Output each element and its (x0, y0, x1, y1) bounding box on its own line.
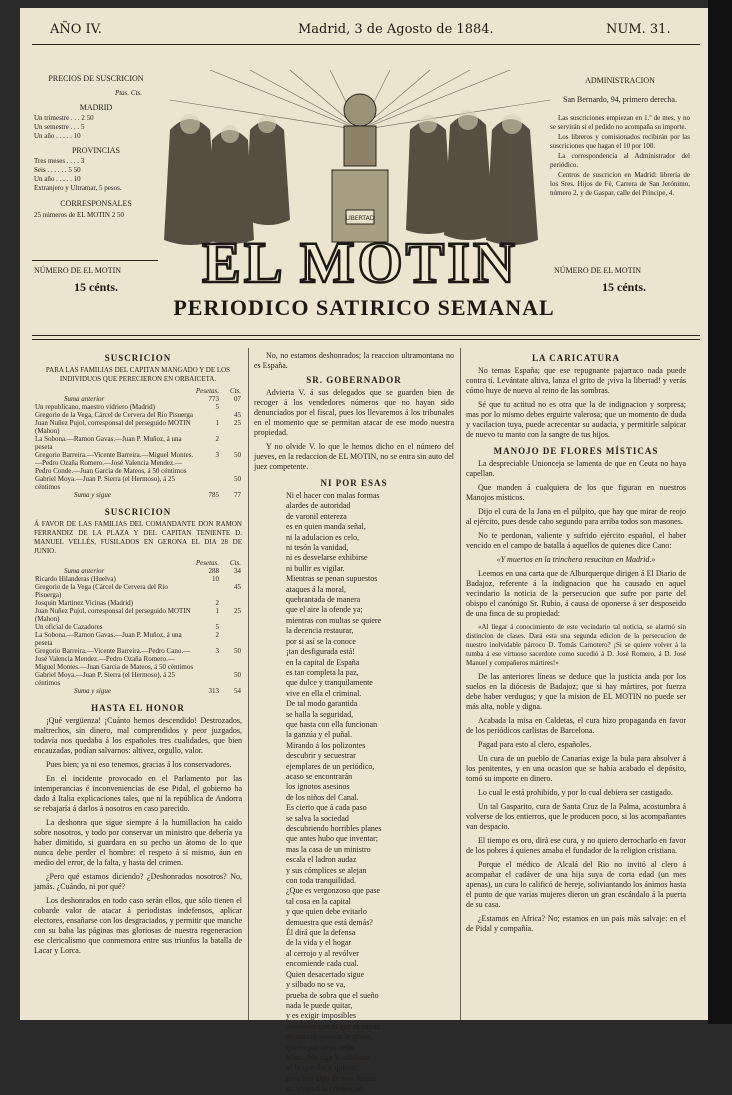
right-numero-label: NÚMERO DE EL MOTIN (554, 266, 642, 275)
poem-line: De tal modo garantida (286, 699, 358, 709)
column-1 (34, 351, 242, 960)
poem-line: ni es desvelarse exhibirse (286, 553, 368, 563)
poem-line: encomiende cada cual. (286, 959, 359, 969)
poem-line: nada le puede quitar, (286, 1000, 353, 1010)
paragraph: Pagad para esto al clero, españoles. (478, 740, 592, 749)
table-row: Gabriel Moya.—Juan P. Sierra (el Hermoso), á 25 céntimos 50 (35, 475, 241, 491)
poem-line: ¡tan desfigurada está! (286, 647, 355, 657)
prov-row: Seis . . . . . . 5 50 (34, 166, 81, 174)
poem-line: sé lo que decir quiera; (286, 1063, 357, 1073)
poem-line: que dulce y tranquilamente (286, 678, 373, 688)
column-3 (466, 351, 686, 938)
prov-row: Tres meses . . . . 3 (34, 157, 85, 165)
paragraph: La despreciable Unionceja se lamenta de que en Ceuta no haya capellan. (466, 459, 686, 478)
madrid-row: Un semestre . . . 5 (34, 123, 85, 131)
provincias-heading: PROVINCIAS (71, 146, 120, 155)
paragraph: Sé que tu actitud no es otra que la de indignacion y sorpresa; mas por lo mismo debes erguirte valerosa; que un momento de duda y vacilacion tuya, puede acrecentar su audacia, y permitirle salpicar de nuevo tu manto con la sangre de tus hijos. (466, 400, 686, 439)
poem-line: Ni el hacer con malas formas (286, 491, 380, 500)
poem-line: ni tesón la vanidad, (286, 543, 349, 553)
table-row: Gregorio de la Vega, Cárcel de Cervera del Rio Pisuerga 45 (35, 411, 241, 419)
section-heading: HASTA EL HONOR (91, 703, 185, 713)
table-total-row: Suma y sigue 785 77 (74, 491, 241, 499)
poem-line: se halla la seguridad, (286, 709, 354, 719)
poem-line: con toda tranquilidad. (286, 876, 356, 886)
left-price: 15 cénts. (74, 280, 118, 294)
paragraph: ¿Pero qué estamos diciendo? ¿Deshonrados nosotros? No, jamás. ¿Cuándo, ni por qué? (34, 872, 242, 891)
poem-line: y que quien debe evitarlo (286, 907, 367, 917)
prov-row: Un año . . . . . 10 (34, 175, 81, 183)
section-heading: MANOJO DE FLORES MÍSTICAS (493, 446, 659, 456)
corresponsales-text: 25 números de EL MOTIN 2 50 (34, 211, 124, 219)
poem-line: quebrantada de manera (286, 595, 361, 605)
paragraph: Porque el médico de Alcalá del Rio no invitó al clero á acompañar el cadáver de una hija suya de corta edad (un mes apenas), un cura lo calificó de hereje, soliviantando los ánimos hasta el punto de que varias mujeres dieron un gran escándalo á la puerta de su casa. (466, 860, 686, 909)
section-heading: SUSCRICION (104, 507, 172, 517)
table-head: Pesetas. (195, 387, 219, 395)
subscription-prices-panel (34, 74, 158, 220)
poem-line: ejemplares de un periódico, (286, 761, 375, 771)
paragraph: De las anteriores líneas se deduce que la justicia anda por los suelos en la diócesis de Badajoz; que si hay mártires, por fuerza debe haber verdugos; y que la mision de EL MOTIN no puede ser más alta, noble y digna. (466, 672, 686, 711)
poem-line: su apego á la credencial. (286, 1084, 365, 1094)
poem-line: de la vida y el hogar (286, 938, 352, 948)
paragraph: Los deshonrados en todo caso serán ellos, que sólo tienen el cobarde valor de atacar á periodistas indefensos, aplicar electores, ensañarse con los desgraciados, y permitir que manche con su baba las páginas mas gloriosas de nuestra regeneracion ese clericalismo que conmemora entre sus triunfos la batalla de Lacar y Lorca. (34, 896, 242, 955)
table-row: Un republicano, maestro vidriero (Madrid) 5 (35, 403, 219, 411)
masthead-title: EL MOTIN (202, 230, 518, 295)
section-subheading: PARA LAS FAMILIAS DEL CAPITAN MANGADO Y DE LOS INDIVIDUOS QUE PERECIERON EN ORBAICETA. (45, 366, 231, 383)
admin-note: Las suscriciones empiezan en 1.º de mes, y no se servirán si el pedido no acompaña su importe. (550, 114, 690, 131)
table-total-row: Suma y sigue 313 54 (74, 687, 241, 695)
masthead-illustration (150, 70, 570, 295)
table-head (34, 387, 195, 395)
subtitle-rule (32, 335, 700, 336)
poem-line: y silbado no se va, (286, 980, 346, 990)
paragraph: Acabada la misa en Caldetas, el cura hizo propaganda en favor de los periódicos carlistas de Barcelona. (466, 716, 686, 735)
poem-line: Mientras se penan supuestos (286, 574, 378, 584)
admin-address: San Bernardo, 94, primero derecha. (563, 95, 677, 104)
table-row: Suma anterior 773 07 (64, 395, 241, 403)
paragraph: Pues bien; ya ni eso tenemos, gracias á los conservadores. (46, 760, 232, 769)
table-row: Ricardo Hilanderas (Huelva) 10 (35, 575, 219, 583)
poem-line: tal cosa en la capital (286, 896, 351, 906)
paragraph: Y no olvide V. lo que le hemos dicho en el número del jueves, en la redaccion de EL MOTIN, no se entra sin auto del juez competente. (254, 442, 454, 471)
table-row: Josquin Martinez Vicinas (Madrid) 2 (35, 599, 219, 607)
table-head (34, 559, 195, 567)
table-row: Gregorio Barreira.—Vicente Barreira.—Miguel Montes.—Pedro Ozaña Romero.—José Valencia Mendez.—Pedro Conde.—Juan Garcia de Mateos, á 50 céntimos 3 50 (35, 451, 241, 475)
poem-line: por si así se la conoce (286, 636, 356, 646)
table-row: Juan Nuñez Pujol, corresponsal del perseguido MOTIN (Mahon) 1 25 (35, 419, 241, 435)
table-row: La Sobona.—Ramon Gavas.—Juan P. Muñoz, á una peseta 2 (35, 631, 219, 647)
paragraph: Lo cual le está prohibido, y por lo cual debiera ser castigado. (478, 788, 673, 797)
paragraph: Un cura de un pueblo de Canarias exige la bula para absolver á los penitentes, y en una ocasion que se había acabado el depósito, tomó su importe en dinero. (466, 754, 686, 783)
madrid-row: Un año . . . . . 10 (34, 132, 81, 140)
prices-title: PRECIOS DE SUSCRICION (48, 74, 144, 83)
poem-line: quiera por otros velar. (286, 1042, 357, 1052)
poem-line: los ignotos asesinos (286, 782, 350, 792)
poem-line: es en quien manda señal, (286, 522, 366, 532)
paragraph: No, no estamos deshonrados; la reaccion ultramontana no es España. (254, 351, 454, 370)
section-heading: LA CARICATURA (531, 353, 621, 363)
table-head: Pesetas. (195, 559, 219, 567)
poem-line: Mirando á los polizontes (286, 740, 366, 750)
section-heading: SUSCRICION (104, 353, 172, 363)
corresponsales-heading: CORRESPONSALES (60, 199, 132, 208)
paragraph: No te perdonan, valiente y sufrido ejército español, el haber vencido en el campo de batalla á aquellos de quienes dice Cano: (466, 531, 686, 550)
poem-line: mientras con multas se quiere (286, 615, 382, 625)
admin-note: Centros de suscricion en Madrid: librería de los Sres. Hijos de Fé, Carrera de San Jerónimo, número 2, y de Gaspar, calle del Príncipe, 4. (550, 171, 690, 197)
poem-line: ni bullir es vigilar. (286, 563, 345, 573)
poem (254, 491, 454, 1095)
issue-number: NUM. 31. (606, 22, 671, 37)
left-numero-label: NÚMERO DE EL MOTIN (34, 266, 122, 275)
right-price: 15 cénts. (602, 280, 646, 294)
table-row: Gregorio Barreira.—Vicente Barreira.—Pedro Cano.—José Valencia Mendez.—Pedro Ozaña Romero.—Miguel Montes.—Juan Garcia de Mateos, á 50 céntimos 3 50 (35, 647, 241, 671)
poem-line: prueba de sobra que el sueño (286, 990, 379, 1000)
column-2 (254, 351, 454, 1095)
header-line (20, 8, 708, 37)
paragraph: No temas España; que ese repugnante pajarraco nada puede contra tí. Levántate altiva, lanza el grito de ¡viva la libertad! y verás cómo huye de nuevo al reino de las sombras. (466, 366, 686, 395)
paragraph: La deshonra que sigue siempre á la humillacion ha caido sobre nosotros, y todo por conservar un ministro que debería ya haber dimitido, si guardara en su pecho un átomo de lo que nunca debe perder el hombre: el respeto á sí mismo, áun en medio del error, de la falta, y hasta del crimen. (34, 818, 242, 867)
year-label: AÑO IV. (50, 22, 102, 37)
paragraph: Leemos en una carta que de Alburquerque dirigen á El Diario de Badajoz, referente á la indignacion que ha causado en aquel vecindario la noticia de la persecucion que sufre por parte del obispo el canónigo Sr. Rubio, á causa de oponerse á ser desposeido de una finca de su propiedad: (466, 569, 686, 618)
madrid-heading: MADRID (79, 103, 113, 112)
paragraph: En el incidente provocado en el Parlamento por las intemperancias é inconveniencias de ese Pidal, el gobierno ha dado á Italia explicaciones tales, que ni la república de Andorra se rebajaría á darlos á nosotros en caso parecido. (34, 774, 242, 813)
admin-title: ADMINISTRACION (585, 76, 655, 85)
poem-line: descubriendo horribles planes (286, 824, 382, 833)
poem-line: Más... No siga V. adelante, (286, 1052, 372, 1062)
mystic-flowers-body (466, 459, 686, 934)
table-row: Gabriel Moya.—Juan P. Sierra (el Hermoso), á 25 céntimos 50 (35, 671, 241, 687)
subtitle: PERIODICO SATIRICO SEMANAL (173, 295, 555, 320)
paragraph: ¡Qué vergüenza! ¡Cuánto hemos descendido! Destrozados, maltrechos, sin dinero, mal comprendidos y peor juzgados, todavía nos quedaba á los españoles tres cualidades, que bien encauzadas, podían salvarnos: altivez, orgullo, valor. (34, 716, 242, 755)
poem-line: acaso se encontrarán (286, 771, 353, 781)
poem-line: al cerrojo y al revólver (286, 948, 359, 958)
poem-line: ¿Que es vergonzoso que pase (286, 886, 381, 896)
poem-line: de los niños del Canal. (286, 792, 359, 802)
subtitle-rule-thin (32, 339, 700, 340)
poem-line: en la capital de España (286, 657, 360, 667)
paragraph: Un tal Gasparito, cura de Santa Cruz de la Palma, acostumbra á volverse de los entierros, que le producen poco, si los acompañantes van despacio. (466, 802, 686, 831)
poem-line: ni la adulacion es celo, (286, 532, 360, 542)
poem-line: es tan completa la paz, (286, 667, 359, 677)
table-row: Un oficial de Cazadores 5 (35, 623, 219, 631)
poem-line: Quien desacertado sigue (286, 969, 365, 979)
subscription-table-1 (34, 387, 242, 499)
poem-line: que hasta con ella funcionan (286, 719, 378, 729)
poem-line: que el aire la ofende ya; (286, 605, 363, 615)
paragraph: Dijo el cura de la Jana en el púlpito, que hay que mirar de reojo al ejército, pues desde cabo segundo para arriba todos son masones. (466, 507, 686, 526)
poem-line: mas la casa de un ministro (286, 844, 371, 854)
table-row: Juan Nuñez Pujol, corresponsal del perseguido MOTIN (Mahon) 1 25 (35, 607, 241, 623)
paragraph: «Y muertos en la trinchera resucitan en Madrid.» (496, 555, 656, 564)
admin-note: La correspondencia al Administrador del periódico. (550, 152, 690, 169)
poem-line: alardes de autoridad (286, 501, 351, 511)
poem-line: pero hay algo de más fuerza: (286, 1073, 379, 1083)
madrid-row: Un trimestre . . . 2 50 (34, 114, 94, 122)
poem-line: demuestra que está demás? (286, 917, 373, 927)
binding-edge (708, 0, 732, 1024)
paragraph: Advierta V. á sus delegados que se guarden bien de recoger á los vendedores números que no hayan sido denunciados por el fiscal, pues los llevaremos á los tribunales en el momento que se permitan atacar de ese modo nuestra propiedad. (254, 388, 454, 437)
subscription-table-2 (34, 559, 242, 695)
section-subheading: Á FAVOR DE LAS FAMILIAS DEL COMANDANTE DON RAMON FERRANDIZ DE LA PLAZA Y DEL CAPITAN TENIENTE D. MANUEL VELLÉS, FUSILADOS EN GERONA EL DIA 28 DE JUNIO. (34, 520, 242, 555)
poem-line: se salva la sociedad (286, 813, 349, 823)
admin-note: Los libreros y comisionados recibirán por las suscriciones que hagan el 10 por 100. (550, 133, 690, 150)
poem-line: ataques á la moral, (286, 584, 346, 594)
poem-line: la ganzúa y el puñal. (286, 730, 352, 740)
section-heading: NI POR ESAS (320, 478, 388, 488)
poem-line: y es exigir imposibles (286, 1011, 356, 1021)
table-head: Cts. (229, 387, 241, 395)
poem-line: de varonil entereza (286, 511, 347, 521)
header-rule (32, 44, 700, 45)
poem-line: que antes hubo que inventar; (286, 834, 378, 844)
poem-line: escala el ladron audaz (286, 855, 357, 865)
prov-row: Extranjero y Ultramar, 5 pesos. (34, 184, 122, 192)
newspaper-page (20, 8, 708, 1094)
left-panel-rule (32, 260, 158, 261)
poem-line: la decencia restaurar, (286, 626, 354, 636)
prices-col-heads: Ptas. Cts. (114, 89, 142, 97)
administration-panel (550, 76, 690, 198)
poem-line: de dormir cuando le gritan, (286, 1032, 373, 1042)
paragraph: El tiempo es oro, dirá ese cura, y no quiero derrocharlo en favor de los pobres á quienes amaba el fundador de la religion cristiana. (466, 836, 686, 855)
section-heading: SR. GOBERNADOR (306, 375, 402, 385)
bust-head-icon (344, 94, 376, 126)
table-row: La Sobona.—Ramon Gavas.—Juan P. Muñoz, á una peseta 2 (35, 435, 219, 451)
column-divider (248, 348, 249, 1020)
poem-line: descubrir y secuestrar (286, 751, 356, 761)
paragraph: «Al llegar á conocimiento de este vecindario tal noticia, se alarmó sin distincion de clases. Dará esta una segunda edicion de la persecucion de nuestro inolvidable párroco D. Tomás Carnotero? ¡Si se quiere volver á la tumba á ese virtuoso sacerdote como sucedió á D. José Romero, á D. José Manuel y compañeros mártires!» (466, 623, 686, 667)
paragraph: Que manden á cualquiera de los que figuran en nuestros Manojos místicos. (466, 483, 686, 502)
poem-line: y sus cómplices se alejan (286, 865, 367, 875)
poem-line: vive en ella el criminal. (286, 688, 362, 698)
poem-line: Él dirá que la defensa (286, 928, 356, 938)
table-row: Gregorio de la Vega (Cárcel de Cervera del Rio Pisuerga) 45 (35, 583, 241, 599)
table-head: Cts. (229, 559, 241, 567)
column-divider (460, 348, 461, 1020)
table-row: Suma anterior 288 34 (64, 567, 241, 575)
poem-line: pretender que el que es capaz (286, 1021, 380, 1031)
poem-line: Es cierto que á cada paso (286, 803, 367, 813)
paragraph: ¿Estamos en Africa? No; estamos en un país más salvaje: en el de Pidal y compañía. (466, 914, 686, 933)
plaque-label: LIBERTAD (345, 215, 375, 222)
place-date: Madrid, 3 de Agosto de 1884. (298, 22, 494, 37)
